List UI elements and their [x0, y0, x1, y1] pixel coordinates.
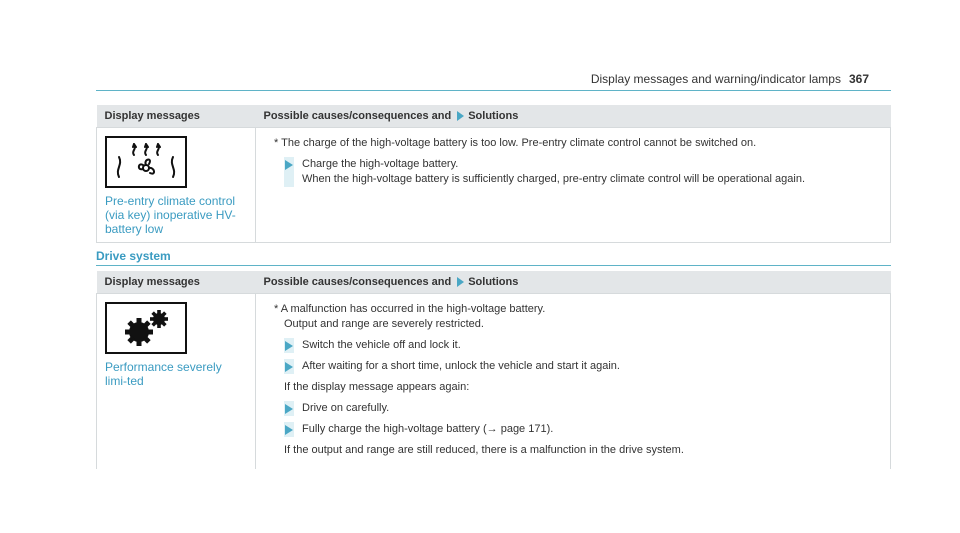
col-solutions-label: Solutions: [468, 110, 519, 122]
causes-cell: [256, 128, 891, 243]
step-text: Charge the high-voltage battery.: [302, 158, 459, 170]
col-causes-label: Possible causes/consequences and: [263, 110, 452, 122]
climate-fan-icon: [113, 143, 179, 181]
step-arrow-icon: [285, 160, 293, 170]
step-text: Drive on carefully.: [302, 402, 390, 414]
cause-text: * A malfunction has occurred in the high-voltage battery.: [274, 303, 546, 315]
step-arrow-icon: [285, 425, 293, 435]
step-marker: [284, 157, 294, 187]
message-text: Performance severely limi-ted: [105, 360, 222, 388]
header-title: Display messages and warning/indicator lamps: [590, 72, 841, 86]
step-arrow-icon: [285, 362, 293, 372]
causes-cell: [256, 294, 891, 469]
col-solutions-label: Solutions: [468, 276, 519, 288]
display-cell: [97, 294, 256, 469]
cause-text: * The charge of the high-voltage battery is too low. Pre-entry climate control cannot be switched on.: [274, 137, 757, 149]
solution-step: [274, 359, 882, 374]
step-marker: [284, 359, 294, 374]
step-marker: [284, 422, 294, 437]
solution-step: [274, 401, 882, 416]
message-text: Pre-entry climate control (via key) inoperative HV-battery low: [105, 194, 236, 236]
header-text: [591, 72, 869, 86]
messages-table-1: [96, 105, 891, 243]
drive-system-malfunction-icon: [105, 302, 187, 354]
arrow-icon: [457, 111, 464, 121]
page-header: [96, 0, 891, 91]
pre-entry-climate-icon: [105, 136, 187, 188]
section-title: Drive system: [96, 249, 171, 263]
step-note: When the high-voltage battery is sufficiently charged, pre-entry climate control will be operational again.: [302, 173, 806, 185]
step-arrow-icon: [285, 341, 293, 351]
col-causes-label: Possible causes/consequences and: [263, 276, 452, 288]
cause-detail: Output and range are severely restricted.: [284, 318, 484, 330]
arrow-icon: [457, 277, 464, 287]
solution-step: [274, 157, 882, 187]
page-number: 367: [848, 72, 869, 86]
step-marker: [284, 401, 294, 416]
col-causes: [256, 105, 891, 128]
col-causes: [256, 271, 891, 294]
display-cell: [97, 128, 256, 243]
step-text: Fully charge the high-voltage battery (→ page 171).: [302, 423, 554, 435]
col-display-messages: Display messages: [97, 105, 256, 128]
step-marker: [284, 338, 294, 353]
condition-text: If the display message appears again:: [284, 381, 470, 393]
gear-icon: [114, 308, 178, 348]
condition-text: If the output and range are still reduced, there is a malfunction in the drive system.: [284, 444, 684, 456]
section-heading: [96, 247, 891, 266]
step-arrow-icon: [285, 404, 293, 414]
col-display-messages: Display messages: [97, 271, 256, 294]
solution-step: [274, 338, 882, 353]
step-text: After waiting for a short time, unlock the vehicle and start it again.: [302, 360, 620, 372]
step-text: Switch the vehicle off and lock it.: [302, 339, 461, 351]
solution-step: [274, 422, 882, 437]
messages-table-2: [96, 271, 891, 469]
